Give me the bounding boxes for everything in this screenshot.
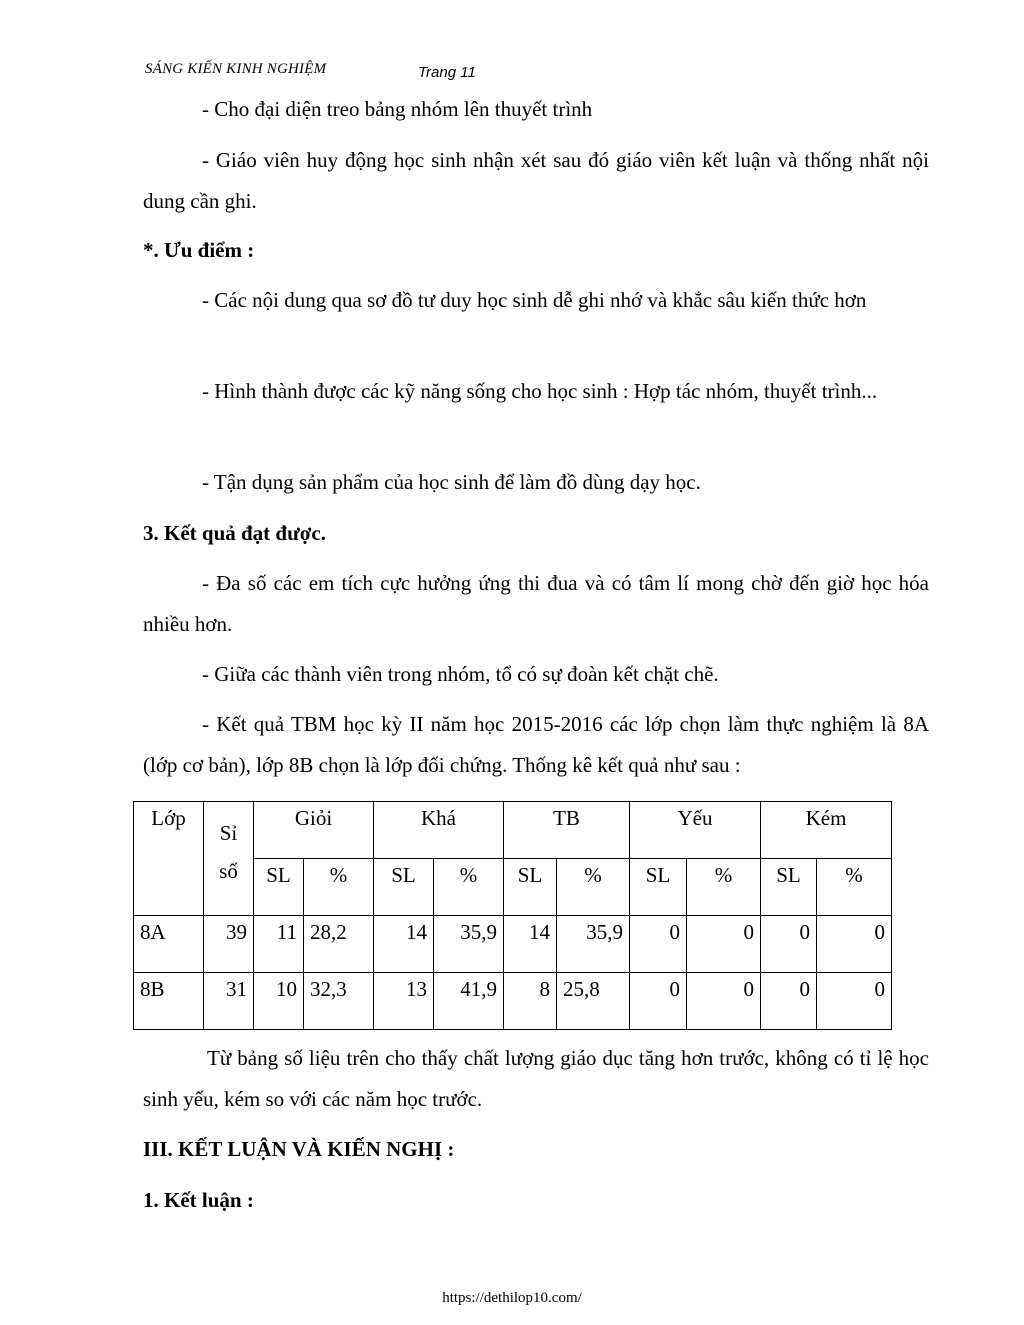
cell-tb-percent: 25,8	[557, 973, 630, 1030]
sub-header-sl: SL	[374, 859, 434, 916]
cell-kem-sl: 0	[761, 973, 817, 1030]
header-si-so: Sỉ số	[204, 802, 254, 916]
cell-tb-sl: 8	[504, 973, 557, 1030]
sub-header-percent: %	[434, 859, 504, 916]
cell-yeu-percent: 0	[687, 973, 761, 1030]
cell-si-so: 31	[204, 973, 254, 1030]
paragraph-6: - Đa số các em tích cực hưởng ứng thi đua và có tâm lí mong chờ đến giờ học hóa nhiều hơn.	[143, 571, 929, 636]
cell-kha-percent: 35,9	[434, 916, 504, 973]
paragraph-7: - Giữa các thành viên trong nhóm, tổ có sự đoàn kết chặt chẽ.	[202, 662, 719, 686]
sub-header-percent: %	[687, 859, 761, 916]
cell-kem-percent: 0	[817, 916, 892, 973]
cell-tb-sl: 14	[504, 916, 557, 973]
paragraph-3: - Các nội dung qua sơ đồ tư duy học sinh dễ ghi nhớ và khắc sâu kiến thức hơn	[202, 288, 867, 312]
page-number: Trang 11	[418, 64, 476, 81]
cell-lop: 8A	[134, 916, 204, 973]
paragraph-1: - Cho đại diện treo bảng nhóm lên thuyết trình	[202, 97, 593, 121]
paragraph-2: - Giáo viên huy động học sinh nhận xét sau đó giáo viên kết luận và thống nhất nội dung cần ghi.	[143, 148, 929, 213]
sub-header-sl: SL	[630, 859, 687, 916]
header-kha: Khá	[374, 802, 504, 859]
sub-header-sl: SL	[761, 859, 817, 916]
header-yeu: Yếu	[630, 802, 761, 859]
cell-kha-sl: 13	[374, 973, 434, 1030]
cell-si-so: 39	[204, 916, 254, 973]
sub-header-percent: %	[557, 859, 630, 916]
header-tb: TB	[504, 802, 630, 859]
cell-tb-percent: 35,9	[557, 916, 630, 973]
cell-gioi-percent: 28,2	[304, 916, 374, 973]
cell-yeu-sl: 0	[630, 916, 687, 973]
cell-kha-percent: 41,9	[434, 973, 504, 1030]
sub-header-sl: SL	[254, 859, 304, 916]
header-gioi: Giỏi	[254, 802, 374, 859]
paragraph-4: - Hình thành được các kỹ năng sống cho học sinh : Hợp tác nhóm, thuyết trình...	[202, 379, 878, 403]
cell-lop: 8B	[134, 973, 204, 1030]
section-heading-results: 3. Kết quả đạt được.	[143, 521, 326, 545]
cell-yeu-sl: 0	[630, 973, 687, 1030]
section-heading-advantages: *. Ưu điểm :	[143, 238, 255, 262]
cell-gioi-percent: 32,3	[304, 973, 374, 1030]
cell-kem-percent: 0	[817, 973, 892, 1030]
sub-header-percent: %	[304, 859, 374, 916]
table-row	[134, 973, 892, 1030]
cell-gioi-sl: 10	[254, 973, 304, 1030]
cell-yeu-percent: 0	[687, 916, 761, 973]
cell-kha-sl: 14	[374, 916, 434, 973]
results-table	[133, 801, 892, 1030]
cell-kem-sl: 0	[761, 916, 817, 973]
paragraph-8: - Kết quả TBM học kỳ II năm học 2015-2016 các lớp chọn làm thực nghiệm là 8A (lớp cơ bản), lớp 8B chọn là lớp đối chứng. Thống kê kết quả như sau :	[143, 712, 929, 777]
paragraph-5: - Tận dụng sản phẩm của học sinh để làm đồ dùng dạy học.	[202, 470, 701, 494]
table-row	[134, 916, 892, 973]
footer-url: https://dethilop10.com/	[442, 1290, 582, 1306]
cell-gioi-sl: 11	[254, 916, 304, 973]
header-kem: Kém	[761, 802, 892, 859]
sub-header-sl: SL	[504, 859, 557, 916]
section-heading-conclusion: III. KẾT LUẬN VÀ KIẾN NGHỊ :	[143, 1137, 455, 1161]
sub-header-percent: %	[817, 859, 892, 916]
header-title: SÁNG KIẾN KINH NGHIỆM	[145, 61, 327, 77]
subsection-heading-conclusion: 1. Kết luận :	[143, 1188, 254, 1212]
header-lop: Lớp	[134, 802, 204, 916]
paragraph-9: Từ bảng số liệu trên cho thấy chất lượng giáo dục tăng hơn trước, không có tỉ lệ học sinh yếu, kém so với các năm học trước.	[143, 1046, 929, 1111]
